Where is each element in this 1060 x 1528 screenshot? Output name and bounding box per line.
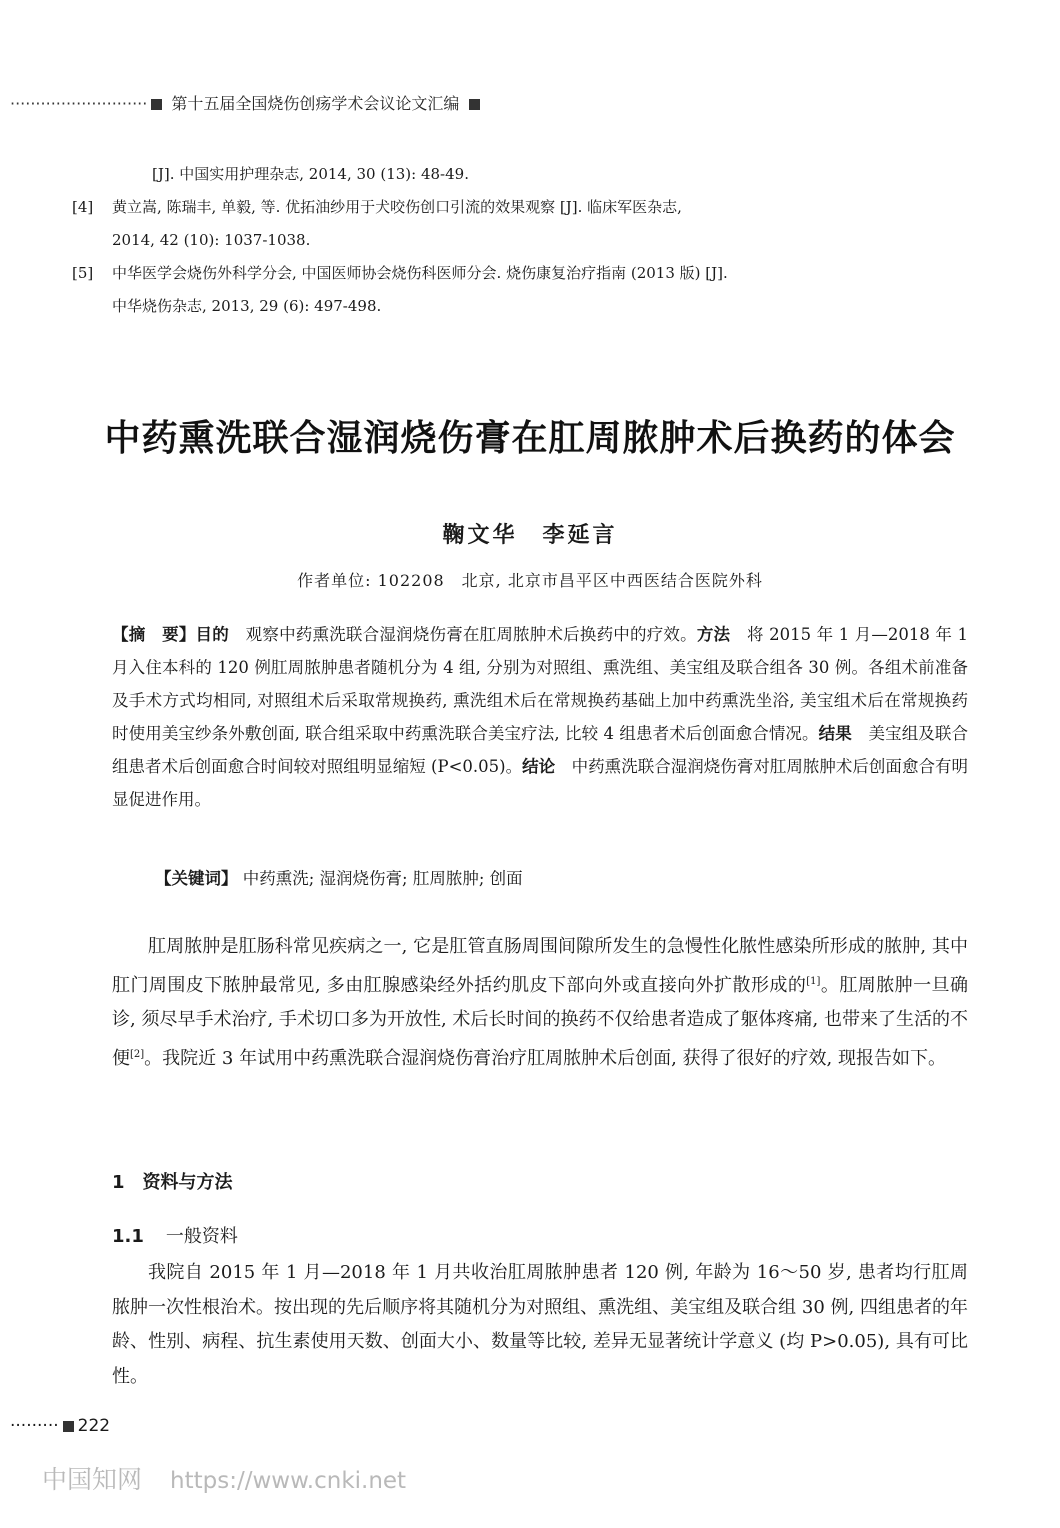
- objective-text: 观察中药熏洗联合湿润烧伤膏在肛周脓肿术后换药中的疗效。: [228, 625, 697, 644]
- header-title: 第十五届全国烧伤创疡学术会议论文汇编: [171, 94, 460, 113]
- subsection-number: 1.1: [112, 1226, 144, 1247]
- intro-text: 。我院近 3 年试用中药熏洗联合湿润烧伤膏治疗肛周脓肿术后创面, 获得了很好的疗效, 现报告如下。: [144, 1047, 946, 1069]
- reference-text: [J]. 中国实用护理杂志, 2014, 30 (13): 48-49.: [152, 165, 469, 183]
- square-icon: [63, 1421, 74, 1432]
- reference-text: 2014, 42 (10): 1037-1038.: [112, 231, 311, 249]
- reference-text: 中华医学会烧伤外科学分会, 中国医师协会烧伤科医师分会. 烧伤康复治疗指南 (2013 版) [J].: [112, 264, 728, 282]
- abstract: [112, 618, 968, 816]
- reference-item: [72, 257, 972, 323]
- intro-text: 肛周脓肿是肛肠科常见疾病之一, 它是肛管直肠周围间隙所发生的急慢性化脓性感染所形成的脓肿, 其中肛门周围皮下脓肿最常见, 多由肛腺感染经外括约肌皮下部向外或直接向外扩散形成的: [112, 936, 968, 996]
- results-text: 美宝组及联合组患者术后创面愈合时间较对照组明显缩短 (P<0.05)。: [112, 724, 969, 776]
- keywords: [155, 862, 955, 895]
- paper-authors: 鞠文华 李延言: [442, 522, 618, 548]
- reference-text: 中华烧伤杂志, 2013, 29 (6): 497-498.: [112, 297, 382, 315]
- reference-item: [72, 191, 972, 257]
- reference-item: [112, 158, 972, 191]
- objective-label: 目的: [195, 625, 229, 644]
- page-number: 222: [77, 1416, 111, 1436]
- square-icon: [151, 99, 162, 110]
- page-footer: [10, 1416, 110, 1436]
- reference-number: [5]: [72, 264, 94, 282]
- methods-text: 将 2015 年 1 月—2018 年 1 月入住本科的 120 例肛周脓肿患者随机分为 4 组, 分别为对照组、熏洗组、美宝组及联合组各 30 例。各组术前准备及手术方式均相同, 对照组术后采取常规换药, 熏洗组术后在常规换药基础上加中药熏洗坐浴, 美宝组术后在常规换药时使用美宝纱条外敷创面, 联合组采取中药熏洗联合美宝疗法, 比较 4 组患者术后创面愈合情况。: [112, 625, 969, 743]
- watermark: [42, 1460, 406, 1496]
- citation-ref: [1]: [806, 975, 821, 987]
- footer-dots: ·········: [10, 1416, 59, 1436]
- keywords-text: 中药熏洗; 湿润烧伤膏; 肛周脓肿; 创面: [237, 869, 523, 888]
- header-dots: ···························: [10, 94, 148, 113]
- conclusion-text: 中药熏洗联合湿润烧伤膏对肛周脓肿术后创面愈合有明显促进作用。: [112, 757, 968, 809]
- intro-text: 。肛周脓肿一旦确诊, 须尽早手术治疗, 手术切口多为开放性, 术后长时间的换药不仅给患者造成了躯体疼痛, 也带来了生活的不便: [112, 974, 968, 1069]
- citation-ref: [2]: [130, 1048, 145, 1060]
- methods-label: 方法: [696, 625, 731, 644]
- reference-list: [72, 158, 972, 323]
- reference-text: 黄立嵩, 陈瑞丰, 单毅, 等. 优拓油纱用于犬咬伤创口引流的效果观察 [J]. 临床军医杂志,: [112, 198, 682, 216]
- paper-affiliation: 作者单位: 102208 北京, 北京市昌平区中西医结合医院外科: [297, 571, 763, 590]
- results-label: 结果: [818, 724, 852, 743]
- conclusion-label: 结论: [522, 757, 556, 776]
- paper-title: 中药熏洗联合湿润烧伤膏在肛周脓肿术后换药的体会: [104, 417, 956, 459]
- watermark-brand: 中国知网: [42, 1465, 143, 1494]
- subsection-title: 一般资料: [165, 1226, 238, 1247]
- subsection-heading: [112, 1222, 238, 1248]
- square-icon: [469, 99, 480, 110]
- general-data-paragraph: 我院自 2015 年 1 月—2018 年 1 月共收治肛周脓肿患者 120 例, 年龄为 16～50 岁, 患者均行肛周脓肿一次性根治术。按出现的先后顺序将其随机分为对照组、熏洗组、美宝组及联合组 30 例, 四组患者的年龄、性别、病程、抗生素使用天数、创面大小、数量等比较, 差异无显著统计学意义 (均 P>0.05), 具有可比性。: [112, 1262, 968, 1387]
- abstract-label: 【摘 要】: [112, 625, 196, 644]
- intro-paragraph: [112, 930, 968, 1076]
- watermark-url: https://www.cnki.net: [170, 1468, 407, 1494]
- section-heading: 1 资料与方法: [112, 1172, 233, 1193]
- running-header: [10, 91, 484, 114]
- reference-number: [4]: [72, 198, 94, 216]
- keywords-label: 【关键词】: [155, 869, 238, 888]
